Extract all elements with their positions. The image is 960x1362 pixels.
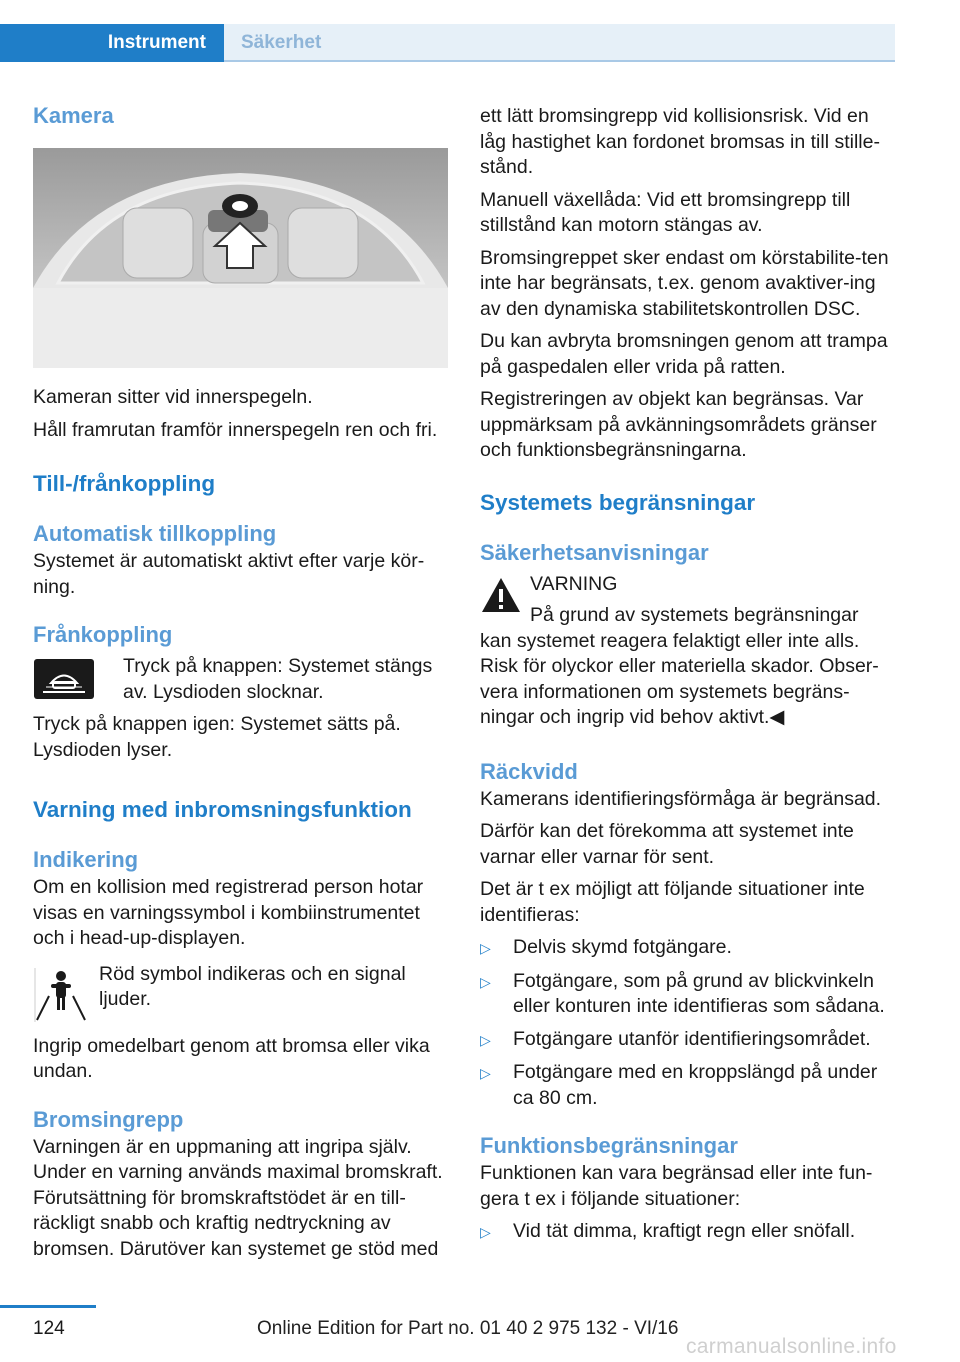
right-text-2: Manuell växellåda: Vid ett bromsingrepp till stillstånd kan motorn stängas av. [480, 188, 851, 236]
page-number: 124 [33, 1318, 65, 1339]
bullet-triangle-icon: ▷ [480, 1031, 491, 1048]
collision-warning-button-icon [33, 658, 95, 700]
page-number-rule [0, 1305, 96, 1308]
kamera-text-2: Håll framrutan framför innerspegeln ren och fri. [33, 418, 438, 441]
bullet-triangle-icon: ▷ [480, 973, 491, 990]
bullet-triangle-icon: ▷ [480, 940, 491, 956]
rackvidd-text-3: Det är t ex möjligt att följande situationer inte identifieras: [480, 878, 865, 926]
right-column [480, 104, 896, 1246]
fran-text-2: Tryck på knappen igen: Systemet sätts på. Lysdioden lyser. [33, 713, 401, 761]
warning-title: VARNING [530, 572, 618, 595]
auto-heading: Automatisk tillkoppling [33, 521, 277, 546]
warning-text: kan systemet reagera felaktigt eller inte alls. Risk för olyckor eller materiella skador. Obser‐vera informationen om systemets begräns‐ningar och ingrip vid behov aktivt.◀ [480, 629, 879, 728]
rackvidd-heading: Räckvidd [480, 758, 578, 784]
tab-instrument[interactable]: Instrument [0, 24, 224, 62]
till-heading: Till-/frånkoppling [33, 471, 216, 496]
rear-window-camera-photo [33, 148, 448, 368]
tab-underline [224, 60, 895, 62]
right-text-5: Registreringen av objekt kan begränsas. Var uppmärksam på avkänningsområdets gränser och funktionsbegränsningarna. [480, 388, 877, 461]
warning-row [480, 572, 896, 629]
bullet-triangle-icon: ▷ [480, 1065, 491, 1081]
list-item: ▷ Delvis skymd fotgängare. [480, 935, 896, 962]
warning-line-1: På grund av systemets begränsningar [530, 604, 859, 626]
right-text-1: ett lätt bromsingrepp vid kollisionsrisk. Vid en låg hastighet kan fordonet bromsas in till stille‐stånd. [480, 105, 880, 178]
funktion-text: Funktionen kan vara begränsad eller inte fun‐gera t ex i följande situationer: [480, 1162, 873, 1210]
left-column [33, 98, 448, 1262]
kamera-text-1: Kameran sitter vid innerspegeln. [33, 386, 313, 408]
right-text-4: Du kan avbryta bromsningen genom att trampa på gaspedalen eller vrida på ratten. [480, 330, 888, 378]
varning-heading: Varning med inbromsningsfunktion [33, 797, 412, 822]
chapter-tabs [0, 0, 895, 62]
indikering-text-3: Ingrip omedelbart genom att bromsa eller vika undan. [33, 1034, 430, 1082]
indikering-text-1: Om en kollision med registrerad person hotar visas en varningssymbol i kombiinstrumentet och i head-up-displayen. [33, 876, 424, 949]
indikering-heading: Indikering [33, 847, 139, 872]
tab-sakerhet[interactable]: Säkerhet [224, 24, 895, 62]
fran-heading: Frånkoppling [33, 622, 173, 647]
list-item: ▷ Vid tät dimma, kraftigt regn eller snöfall. [480, 1219, 896, 1246]
list-item: ▷ Fotgängare med en kroppslängd på under ca 80 cm. [480, 1060, 896, 1111]
broms-text-1: Varningen är en uppmaning att ingripa själv. Under en varning används maximal bromskraft. Förutsättning för bromskraftstödet är en till‐räckligt snabb och kraftig nedtryckning av bromsen. Därutöver kan systemet ge stöd med [33, 1135, 443, 1260]
site-watermark: carmanualsonline.info [686, 1335, 897, 1358]
edition-footer: Online Edition for Part no. 01 40 2 975 132 - VI/16 [257, 1318, 679, 1339]
rackvidd-text-2: Därför kan det förekomma att systemet inte varnar eller varnar för sent. [480, 820, 854, 868]
kamera-heading: Kamera [33, 103, 114, 128]
warning-triangle-icon [480, 576, 522, 614]
sakerhet-heading: Säkerhetsanvisningar [480, 539, 709, 565]
list-item: ▷ Fotgängare, som på grund av blickvinkeln eller konturen inte identifieras som sådana. [480, 969, 896, 1020]
indikering-icon-row [33, 962, 448, 1024]
list-item: ▷ Fotgängare utanför identifieringsområdet. [480, 1027, 896, 1054]
fran-icon-row [33, 654, 448, 705]
systemets-heading: Systemets begränsningar [480, 489, 756, 515]
broms-heading: Bromsingrepp [33, 1106, 184, 1132]
pedestrian-warning-icon [33, 966, 89, 1024]
bullet-triangle-icon: ▷ [480, 1224, 491, 1240]
indikering-icon-text: Röd symbol indikeras och en signal ljuder. [99, 962, 406, 1010]
funktion-heading: Funktionsbegränsningar [480, 1133, 738, 1158]
fran-icon-text: Tryck på knappen: Systemet stängs av. Lysdioden slocknar. [123, 655, 433, 703]
rackvidd-text-1: Kamerans identifieringsförmåga är begränsad. [480, 787, 882, 810]
right-text-3: Bromsingreppet sker endast om körstabilite‐ten inte har begränsats, t.ex. genom avaktiver‐ing av den dynamiska stabilitetskontrollen DSC. [480, 246, 889, 320]
auto-text: Systemet är automatiskt aktivt efter varje kör‐ning. [33, 550, 425, 598]
